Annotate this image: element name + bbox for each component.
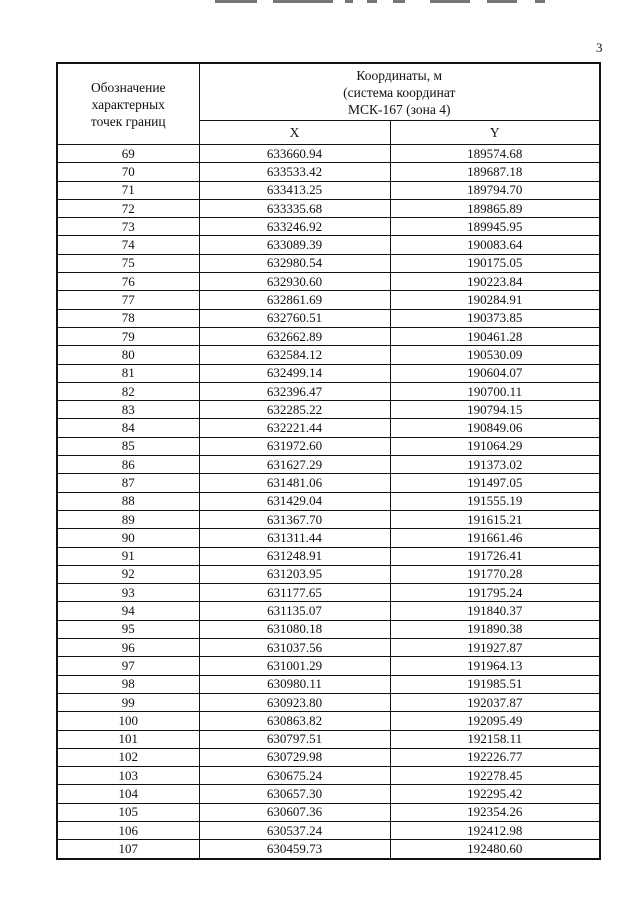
x-coordinate-cell: 631311.44 [199,529,390,547]
y-coordinate-cell: 191840.37 [390,602,600,620]
table-row [57,785,600,803]
x-coordinate-cell: 630675.24 [199,767,390,785]
coords-header-line: (система координат [343,84,456,100]
x-coordinate-cell: 632930.60 [199,273,390,291]
table-row [57,236,600,254]
table-row [57,327,600,345]
table-row [57,181,600,199]
coords-header-line: МСК-167 (зона 4) [348,101,451,117]
table-row [57,803,600,821]
x-coordinate-cell: 631080.18 [199,620,390,638]
table-row [57,291,600,309]
x-column-header: X [199,121,390,145]
table-row [57,657,600,675]
point-id-cell: 100 [57,712,199,730]
table-row [57,145,600,163]
y-coordinate-cell: 192226.77 [390,748,600,766]
point-id-cell: 105 [57,803,199,821]
point-id-cell: 95 [57,620,199,638]
point-id-cell: 78 [57,309,199,327]
table-row [57,346,600,364]
x-coordinate-cell: 630797.51 [199,730,390,748]
x-coordinate-cell: 632285.22 [199,401,390,419]
point-id-cell: 93 [57,584,199,602]
y-coordinate-cell: 191985.51 [390,675,600,693]
x-coordinate-cell: 630657.30 [199,785,390,803]
point-id-cell: 99 [57,693,199,711]
point-id-cell: 106 [57,821,199,839]
y-coordinate-cell: 192295.42 [390,785,600,803]
point-id-cell: 75 [57,254,199,272]
scan-artifact-marks [215,0,545,4]
x-coordinate-cell: 631248.91 [199,547,390,565]
point-id-cell: 92 [57,565,199,583]
x-coordinate-cell: 631177.65 [199,584,390,602]
x-coordinate-cell: 632662.89 [199,327,390,345]
point-id-cell: 73 [57,218,199,236]
y-coordinate-cell: 192095.49 [390,712,600,730]
x-coordinate-cell: 632499.14 [199,364,390,382]
y-coordinate-cell: 191770.28 [390,565,600,583]
point-id-cell: 70 [57,163,199,181]
table-row [57,437,600,455]
table-row [57,364,600,382]
table-row [57,767,600,785]
point-id-cell: 72 [57,199,199,217]
point-id-cell: 86 [57,456,199,474]
table-row [57,382,600,400]
point-id-cell: 98 [57,675,199,693]
point-id-cell: 94 [57,602,199,620]
y-coordinate-cell: 190461.28 [390,327,600,345]
x-coordinate-cell: 631627.29 [199,456,390,474]
x-coordinate-cell: 632221.44 [199,419,390,437]
point-id-cell: 76 [57,273,199,291]
table-row [57,456,600,474]
coords-header-line: Координаты, м [356,67,443,83]
point-id-cell: 102 [57,748,199,766]
point-id-cell: 91 [57,547,199,565]
y-coordinate-cell: 192037.87 [390,693,600,711]
y-coordinate-cell: 191964.13 [390,657,600,675]
y-coordinate-cell: 192278.45 [390,767,600,785]
x-coordinate-cell: 633335.68 [199,199,390,217]
table-row [57,712,600,730]
table-row [57,218,600,236]
points-header-line: Обозначение [90,79,166,95]
x-coordinate-cell: 633533.42 [199,163,390,181]
x-coordinate-cell: 633089.39 [199,236,390,254]
page-number: 3 [596,40,603,55]
y-coordinate-cell: 191890.38 [390,620,600,638]
table-row [57,730,600,748]
y-coordinate-cell: 191927.87 [390,639,600,657]
x-coordinate-cell: 632980.54 [199,254,390,272]
y-coordinate-cell: 190083.64 [390,236,600,254]
point-id-cell: 88 [57,492,199,510]
point-id-cell: 74 [57,236,199,254]
point-id-cell: 85 [57,437,199,455]
point-id-cell: 69 [57,145,199,163]
y-coordinate-cell: 191726.41 [390,547,600,565]
x-coordinate-cell: 631481.06 [199,474,390,492]
table-row [57,510,600,528]
x-coordinate-cell: 631037.56 [199,639,390,657]
y-coordinate-cell: 192158.11 [390,730,600,748]
point-id-cell: 101 [57,730,199,748]
x-coordinate-cell: 630923.80 [199,693,390,711]
table-row [57,840,600,859]
y-coordinate-cell: 189687.18 [390,163,600,181]
x-coordinate-cell: 631135.07 [199,602,390,620]
y-coordinate-cell: 191661.46 [390,529,600,547]
table-row [57,675,600,693]
point-id-cell: 89 [57,510,199,528]
y-coordinate-cell: 189794.70 [390,181,600,199]
x-coordinate-cell: 633246.92 [199,218,390,236]
table-row [57,309,600,327]
y-column-header: Y [390,121,600,145]
point-id-cell: 107 [57,840,199,859]
point-id-cell: 104 [57,785,199,803]
point-id-cell: 83 [57,401,199,419]
point-id-cell: 71 [57,181,199,199]
point-id-cell: 77 [57,291,199,309]
x-coordinate-cell: 631367.70 [199,510,390,528]
point-id-cell: 90 [57,529,199,547]
table-row [57,639,600,657]
x-coordinate-cell: 631203.95 [199,565,390,583]
y-coordinate-cell: 190604.07 [390,364,600,382]
x-coordinate-cell: 631001.29 [199,657,390,675]
y-coordinate-cell: 190223.84 [390,273,600,291]
table-body [57,145,600,859]
y-coordinate-cell: 191615.21 [390,510,600,528]
y-coordinate-cell: 190284.91 [390,291,600,309]
coordinates-column-header [199,63,600,121]
table-row [57,474,600,492]
x-coordinate-cell: 630729.98 [199,748,390,766]
point-id-cell: 97 [57,657,199,675]
points-column-header [57,63,199,145]
y-coordinate-cell: 189574.68 [390,145,600,163]
table-row [57,693,600,711]
y-coordinate-cell: 190849.06 [390,419,600,437]
points-header-line: точек границ [90,113,166,129]
point-id-cell: 81 [57,364,199,382]
y-coordinate-cell: 191373.02 [390,456,600,474]
point-id-cell: 79 [57,327,199,345]
table-row [57,620,600,638]
table-row [57,163,600,181]
x-coordinate-cell: 632861.69 [199,291,390,309]
points-header-line: характерных [91,96,165,112]
table-row [57,565,600,583]
y-coordinate-cell: 189865.89 [390,199,600,217]
point-id-cell: 82 [57,382,199,400]
table-row [57,602,600,620]
y-coordinate-cell: 190530.09 [390,346,600,364]
x-coordinate-cell: 630459.73 [199,840,390,859]
point-id-cell: 96 [57,639,199,657]
x-coordinate-cell: 631972.60 [199,437,390,455]
x-coordinate-cell: 632760.51 [199,309,390,327]
y-coordinate-cell: 191555.19 [390,492,600,510]
table-row [57,529,600,547]
table-row [57,748,600,766]
x-coordinate-cell: 632396.47 [199,382,390,400]
y-coordinate-cell: 191064.29 [390,437,600,455]
table-row [57,419,600,437]
table-row [57,199,600,217]
y-coordinate-cell: 190373.85 [390,309,600,327]
table-row [57,584,600,602]
y-coordinate-cell: 192354.26 [390,803,600,821]
table-row [57,273,600,291]
x-coordinate-cell: 633413.25 [199,181,390,199]
x-coordinate-cell: 633660.94 [199,145,390,163]
coordinates-table [56,62,601,860]
y-coordinate-cell: 190700.11 [390,382,600,400]
x-coordinate-cell: 630607.36 [199,803,390,821]
x-coordinate-cell: 632584.12 [199,346,390,364]
y-coordinate-cell: 192412.98 [390,821,600,839]
y-coordinate-cell: 191795.24 [390,584,600,602]
table-row [57,492,600,510]
table-row [57,254,600,272]
point-id-cell: 87 [57,474,199,492]
point-id-cell: 84 [57,419,199,437]
x-coordinate-cell: 630980.11 [199,675,390,693]
table-row [57,821,600,839]
x-coordinate-cell: 631429.04 [199,492,390,510]
x-coordinate-cell: 630863.82 [199,712,390,730]
point-id-cell: 80 [57,346,199,364]
y-coordinate-cell: 191497.05 [390,474,600,492]
table-row [57,547,600,565]
point-id-cell: 103 [57,767,199,785]
x-coordinate-cell: 630537.24 [199,821,390,839]
y-coordinate-cell: 189945.95 [390,218,600,236]
table-row [57,401,600,419]
y-coordinate-cell: 192480.60 [390,840,600,859]
y-coordinate-cell: 190794.15 [390,401,600,419]
y-coordinate-cell: 190175.05 [390,254,600,272]
